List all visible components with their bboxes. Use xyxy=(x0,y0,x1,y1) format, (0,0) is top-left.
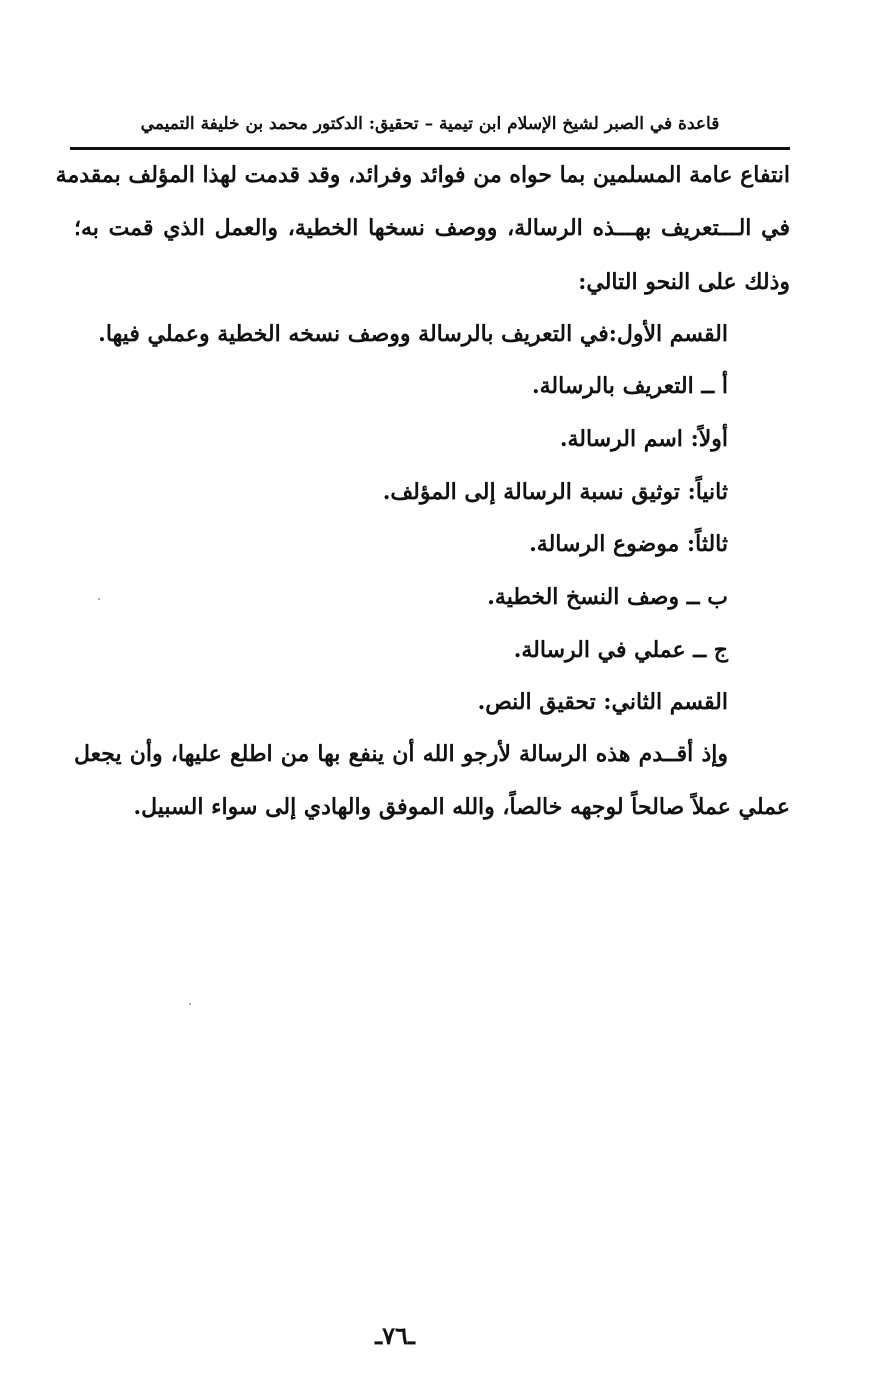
scan-speck xyxy=(98,598,100,600)
closing-line-2: عملي عملاً صالحاً لوجهه خالصاً، والله الموفق والهادي إلى سواء السبيل. xyxy=(133,794,790,820)
outline-item-c: ج ــ عملي في الرسالة. xyxy=(513,637,728,663)
header-rule xyxy=(70,147,790,150)
outline-item-second: ثانياً: توثيق نسبة الرسالة إلى المؤلف. xyxy=(382,479,728,505)
body-line-2: في الـــتعريف بهـــذه الرسالة، ووصف نسخها الخطية، والعمل الذي قمت به؛ xyxy=(74,215,790,241)
body-line-3: وذلك على النحو التالي: xyxy=(578,269,790,295)
body-line-1: انتفاع عامة المسلمين بما حواه من فوائد وفرائد، وقد قدمت لهذا المؤلف بمقدمة xyxy=(55,162,790,188)
page-number: ـ٧٦ـ xyxy=(375,1321,415,1350)
running-header: قاعدة في الصبر لشيخ الإسلام ابن تيمية – تحقيق: الدكتور محمد بن خليفة التميمي xyxy=(140,114,720,134)
outline-item-third: ثالثاً: موضوع الرسالة. xyxy=(529,531,728,557)
section-one-heading: القسم الأول:في التعريف بالرسالة ووصف نسخه الخطية وعملي فيها. xyxy=(98,321,728,347)
closing-line-1: وإذ أقــدم هذه الرسالة لأرجو الله أن ينفع بها من اطلع عليها، وأن يجعل xyxy=(74,741,728,767)
section-two-heading: القسم الثاني: تحقيق النص. xyxy=(477,689,728,715)
scan-speck xyxy=(189,1003,191,1005)
outline-item-a: أ ــ التعريف بالرسالة. xyxy=(531,373,728,399)
outline-item-first: أولاً: اسم الرسالة. xyxy=(559,426,728,452)
outline-item-b: ب ــ وصف النسخ الخطية. xyxy=(487,584,728,610)
